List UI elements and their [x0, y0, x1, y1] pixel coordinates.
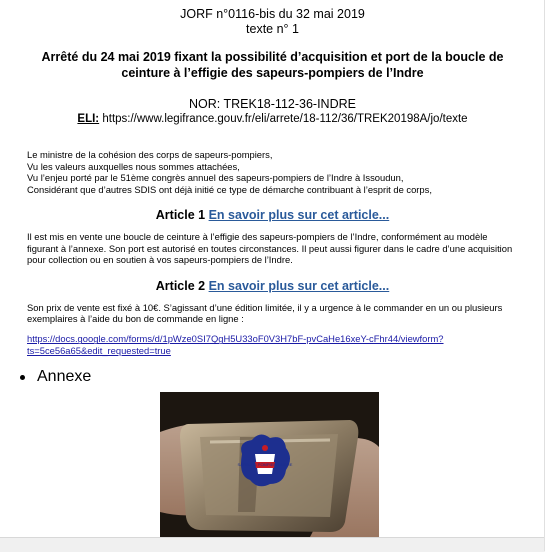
belt-buckle-illustration: [160, 392, 379, 537]
article-1-heading: [0, 207, 545, 223]
bullet-icon: [20, 375, 25, 380]
preamble-line: Le ministre de la cohésion des corps de sapeurs-pompiers,: [27, 149, 273, 160]
article-2-heading: [0, 278, 545, 294]
document-title: Arrêté du 24 mai 2019 fixant la possibilité d’acquisition et port de la boucle de ceinture à l’effigie des sapeurs-pompiers de l’Indre: [41, 50, 504, 80]
article-1-label: Article 1: [155, 208, 206, 223]
preamble-line: Vu les valeurs auxquelles nous sommes attachées,: [27, 160, 240, 172]
nor-code: NOR: TREK18-112-36-INDRE: [189, 97, 356, 111]
order-form-link[interactable]: https://docs.google.com/forms/d/1pWze0SI7QgH5U33oF0V3H7bF-pvCaHe16xeY-cFhr44/viewform?ts=5ce56a65&edit_requested=true: [27, 333, 444, 356]
eli-label: ELI:: [77, 113, 100, 125]
badge-text: SAPEURS POMPIERS INDRE: [237, 462, 293, 467]
belt-buckle-photo: [160, 392, 379, 537]
jorf-reference: JORF n°0116-bis du 32 mai 2019: [180, 7, 365, 21]
preamble-line: Considérant que d’autres SDIS ont déjà initié ce type de démarche contribuant à l’esprit de corps,: [27, 183, 432, 195]
annexe-item: [0, 368, 545, 386]
bottom-scrollbar-area[interactable]: [0, 537, 545, 552]
article-1-body: Il est mis en vente une boucle de ceinture à l’effigie des sapeurs-pompiers de l’Indre, conformément au modèle figurant à l’annexe. Son port est autorisé en toutes circonstances. Il peut aussi figurer dans le cadre d’une acquisition pour collection ou en soutien à vos sapeurs-pompiers de l’Indre.: [27, 231, 513, 266]
annexe-label: Annexe: [37, 368, 92, 386]
eli-url[interactable]: https://www.legifrance.gouv.fr/eli/arrete/18-112/36/TREK20198A/jo/texte: [102, 113, 468, 125]
badge-icon: [241, 434, 290, 486]
texte-number: texte n° 1: [246, 22, 299, 36]
article-1-more-link[interactable]: En savoir plus sur cet article...: [208, 208, 390, 223]
preamble-line: Vu l’enjeu porté par le 51ème congrès annuel des sapeurs-pompiers de l’Indre à Issoudun,: [27, 172, 404, 184]
eli-line: [0, 112, 545, 127]
article-2-body: Son prix de vente est fixé à 10€. S’agissant d’une édition limitée, il y a urgence à le commander en un ou plusieurs exemplaires à l’aide du bon de commande en ligne :: [27, 301, 503, 324]
preamble: [0, 149, 545, 195]
article-2-label: Article 2: [155, 278, 206, 293]
article-2-more-link[interactable]: En savoir plus sur cet article...: [208, 278, 390, 293]
